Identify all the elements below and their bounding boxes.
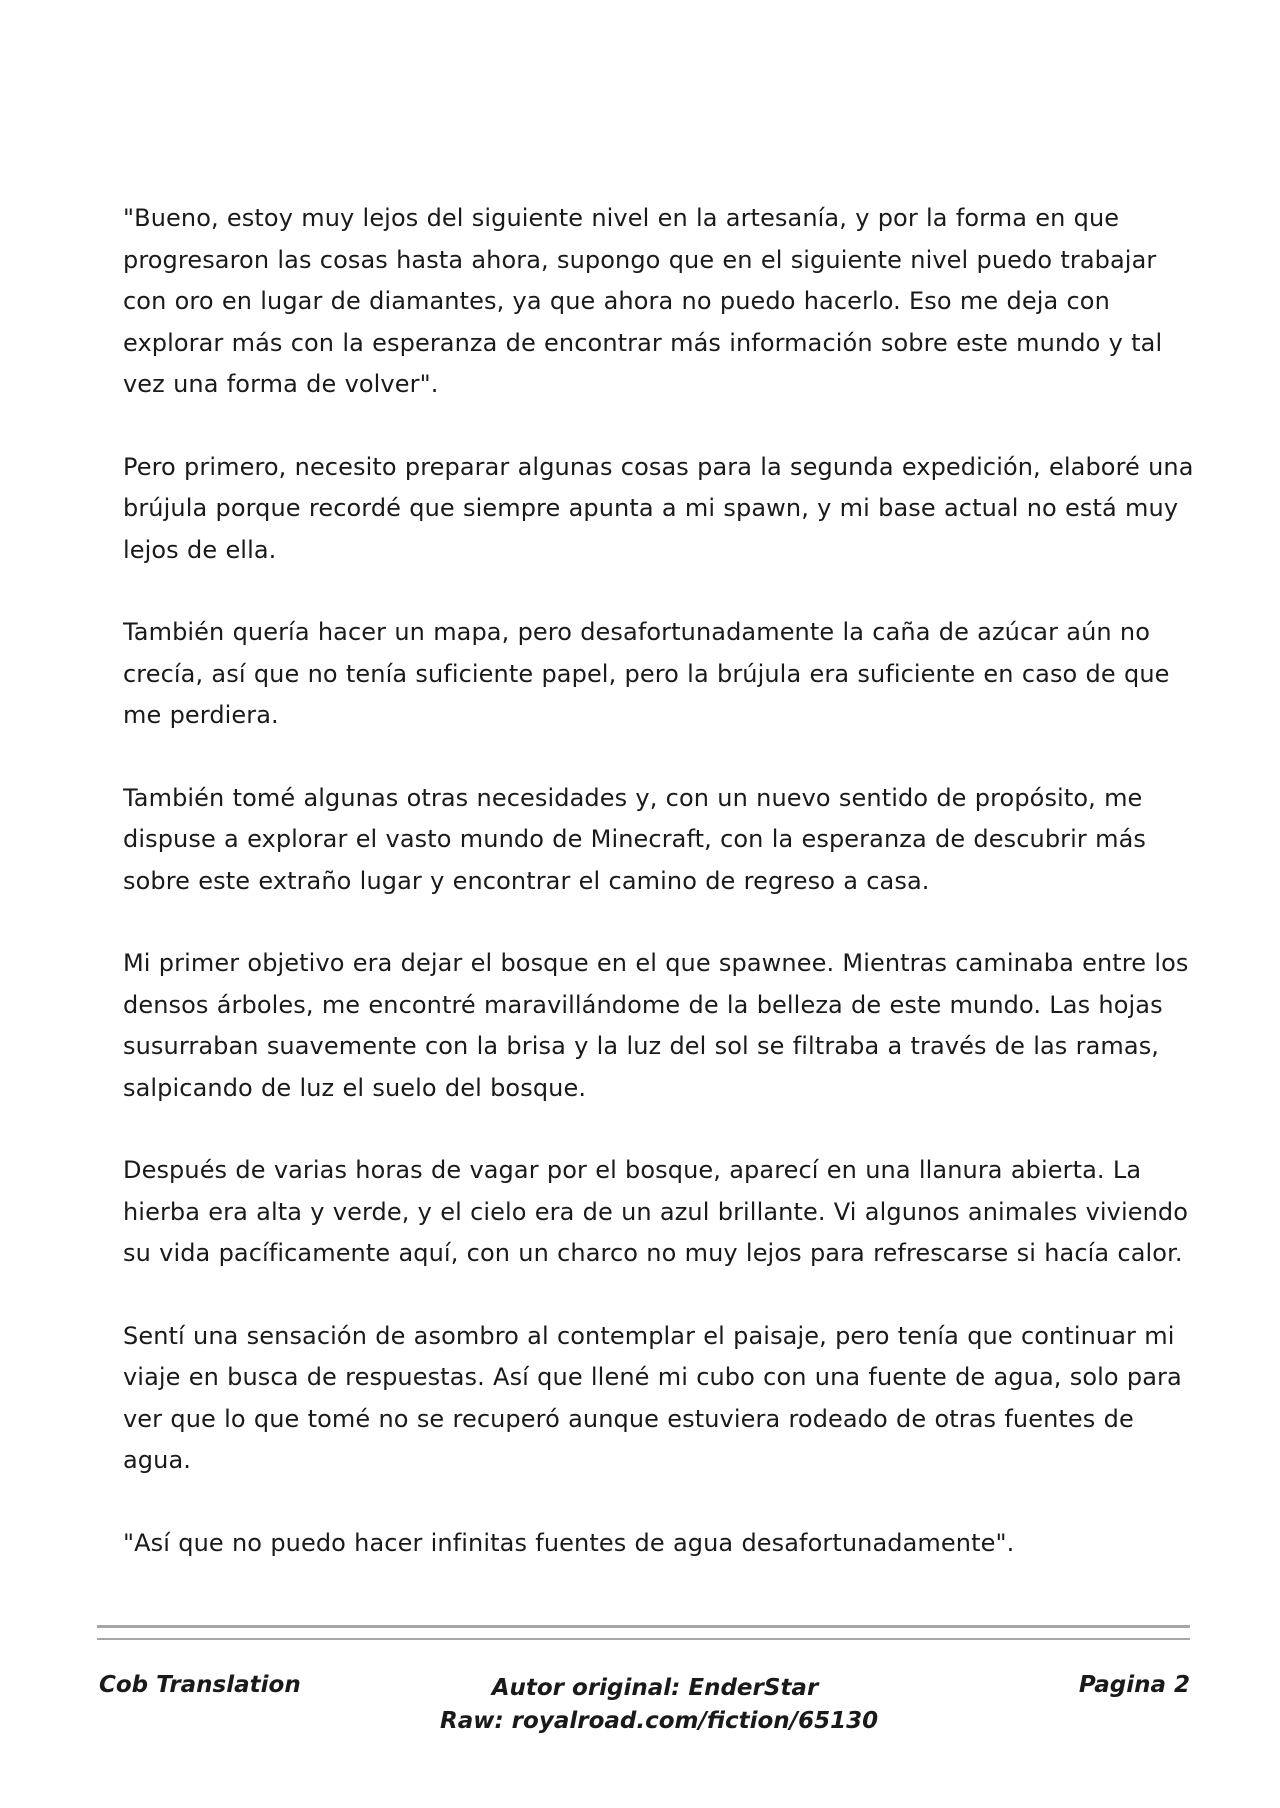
footer-translator-credit: Cob Translation [99,1672,301,1698]
footer-divider-top [97,1625,1190,1628]
paragraph-5: Mi primer objetivo era dejar el bosque en el que spawnee. Mientras caminaba entre los densos árboles, me encontré maravillándome de la belleza de este mundo. Las hojas susurraban suavemente con la brisa y la luz del sol se filtraba a través de las ramas, salpicando de luz el suelo del bosque. [123,949,1189,1102]
footer-source-credit [440,1672,879,1738]
footer-original-author: Autor original: EnderStar [491,1675,819,1701]
paragraph-7: Sentí una sensación de asombro al contemplar el paisaje, pero tenía que continuar mi viaje en busca de respuestas. Así que llené mi cubo con una fuente de agua, solo para ver que lo que tomé no se recuperó aunque estuviera rodeado de otras fuentes de agua. [123,1321,1182,1474]
paragraph-3: También quería hacer un mapa, pero desafortunadamente la caña de azúcar aún no crecía, así que no tenía suficiente papel, pero la brújula era suficiente en caso de que me perdiera. [123,618,1170,729]
paragraph-6: Después de varias horas de vagar por el bosque, aparecí en una llanura abierta. La hierba era alta y verde, y el cielo era de un azul brillante. Vi algunos animales viviendo su vida pacíficamente aquí, con un charco no muy lejos para refrescarse si hacía calor. [123,1156,1189,1267]
paragraph-1: "Bueno, estoy muy lejos del siguiente nivel en la artesanía, y por la forma en que progresaron las cosas hasta ahora, supongo que en el siguiente nivel puedo trabajar con oro en lugar de diamantes, ya que ahora no puedo hacerlo. Eso me deja con explorar más con la esperanza de encontrar más información sobre este mundo y tal vez una forma de volver". [123,204,1163,398]
paragraph-2: Pero primero, necesito preparar algunas cosas para la segunda expedición, elaboré una brújula porque recordé que siempre apunta a mi spawn, y mi base actual no está muy lejos de ella. [123,452,1194,564]
document-body [123,198,1198,1605]
footer-page-number: Pagina 2 [1078,1672,1190,1698]
paragraph-4: También tomé algunas otras necesidades y, con un nuevo sentido de propósito, me dispuse a explorar el vasto mundo de Minecraft, con la esperanza de descubrir más sobre este extraño lugar y encontrar el camino de regreso a casa. [123,783,1146,895]
footer-raw-link: Raw: royalroad.com/fiction/65130 [440,1708,879,1734]
footer-divider-bottom [97,1638,1190,1640]
paragraph-8: "Así que no puedo hacer infinitas fuentes de agua desafortunadamente". [123,1528,1015,1557]
